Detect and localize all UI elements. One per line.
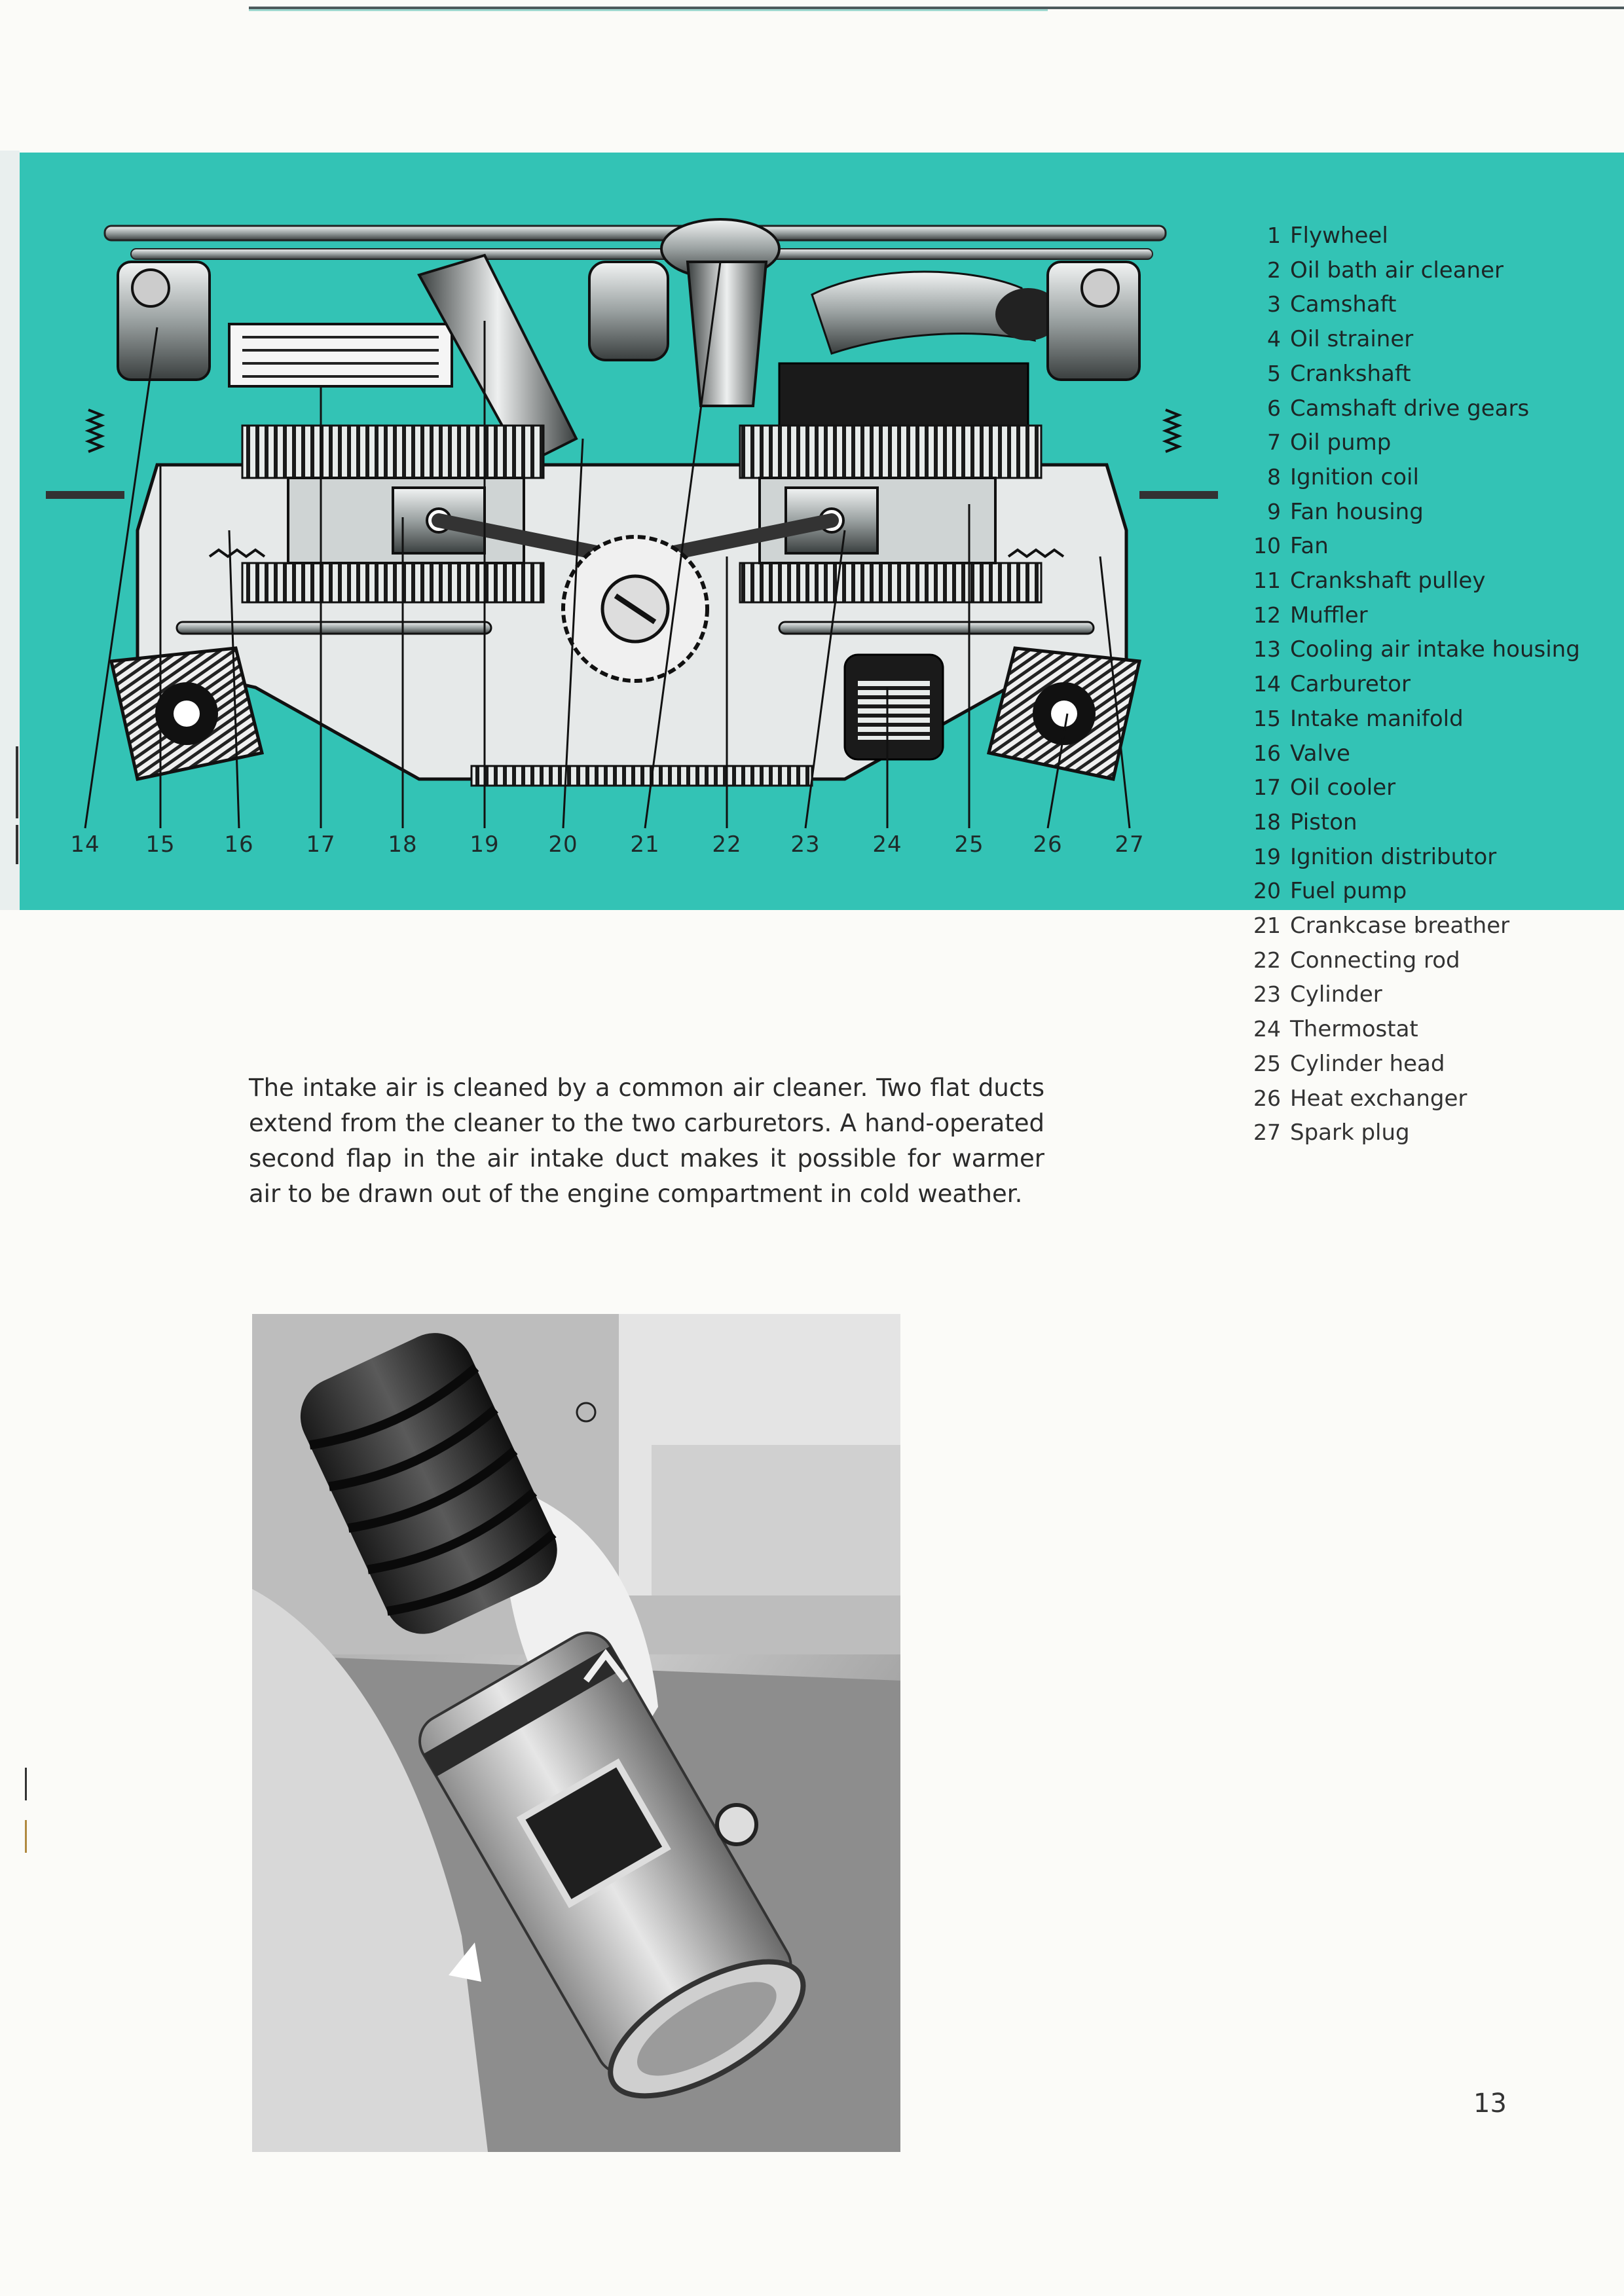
legend-item [1244, 1120, 1410, 1154]
callout-number: 16 [224, 831, 254, 858]
callout-number-row [26, 831, 1238, 871]
legend-number: 9 [1267, 498, 1281, 524]
legend-label: Flywheel [1290, 223, 1388, 249]
legend-item [1244, 740, 1350, 774]
carburetor-right-bowl [1082, 270, 1118, 306]
crankcase-breather [688, 262, 766, 406]
page-number: 13 [1473, 2088, 1507, 2119]
legend-number: 4 [1267, 326, 1281, 352]
legend-number: 3 [1267, 291, 1281, 318]
air-intake-duct-photo [252, 1314, 900, 2152]
legend-number: 2 [1267, 257, 1281, 283]
legend-label: Cylinder [1290, 981, 1382, 1008]
legend-number: 19 [1253, 843, 1281, 869]
flap-knob [717, 1805, 756, 1844]
legend-label: Oil pump [1290, 429, 1392, 456]
legend-number: 14 [1253, 671, 1281, 697]
legend-item [1244, 878, 1407, 912]
thermostat-bellows [858, 681, 930, 740]
legend-item [1244, 981, 1382, 1015]
callout-number: 17 [306, 831, 336, 858]
legend-label: Piston [1290, 809, 1357, 835]
legend-label: Carburetor [1290, 671, 1411, 698]
legend-item [1244, 533, 1329, 567]
legend-number: 13 [1253, 636, 1281, 663]
carburetor-left-bowl [132, 270, 169, 306]
callout-number: 24 [872, 831, 902, 858]
fuel-pump [589, 262, 668, 360]
legend-label: Oil cooler [1290, 774, 1396, 801]
legend-item [1244, 1016, 1418, 1050]
callout-number: 26 [1033, 831, 1063, 858]
legend-label: Connecting rod [1290, 947, 1460, 974]
binder-mark [16, 746, 18, 818]
legend-item [1244, 223, 1388, 257]
callout-number: 14 [70, 831, 100, 858]
legend-label: Cooling air intake housing [1290, 636, 1580, 663]
engine-cutaway-illustration [26, 190, 1238, 884]
callout-number: 23 [790, 831, 821, 858]
legend-number: 11 [1253, 568, 1281, 593]
callout-number: 20 [548, 831, 578, 858]
legend-item [1244, 257, 1504, 291]
cylinder-fins-left [242, 426, 544, 478]
legend-label: Oil bath air cleaner [1290, 257, 1504, 283]
legend-label: Ignition coil [1290, 464, 1419, 490]
callout-number: 27 [1115, 831, 1145, 858]
legend-item [1244, 602, 1368, 636]
sump-fins [471, 766, 812, 786]
legend-label: Oil strainer [1290, 326, 1414, 353]
legend-number: 23 [1253, 981, 1281, 1008]
push-rod-tube-right [779, 622, 1094, 634]
legend-item [1244, 706, 1464, 740]
legend-item [1244, 809, 1357, 843]
push-rod-tube-left [177, 622, 491, 634]
legend-number: 15 [1253, 705, 1281, 731]
legend-label: Heat exchanger [1290, 1085, 1467, 1112]
legend-item [1244, 464, 1419, 498]
legend-item [1244, 499, 1424, 533]
legend-label: Fuel pump [1290, 878, 1407, 905]
callout-number: 15 [145, 831, 175, 858]
legend-number: 24 [1253, 1016, 1281, 1042]
legend-number: 12 [1253, 602, 1281, 628]
heat-exchanger-left-bore [174, 701, 200, 727]
legend-item [1244, 636, 1580, 670]
legend-number: 20 [1253, 878, 1281, 904]
legend-item [1244, 774, 1395, 809]
legend-item [1244, 671, 1411, 705]
binder-mark [25, 1768, 27, 1800]
spring-right [1166, 410, 1179, 452]
left-bar [46, 491, 124, 499]
legend-item [1244, 844, 1496, 878]
legend-label: Crankshaft [1290, 360, 1411, 387]
legend-label: Camshaft [1290, 291, 1397, 318]
legend-label: Crankcase breather [1290, 913, 1510, 939]
air-intake-duct-photo-image [252, 1314, 900, 2152]
legend-number: 18 [1253, 809, 1281, 835]
legend-item [1244, 1051, 1445, 1085]
legend-item [1244, 947, 1460, 981]
cylinder-fins-right [740, 426, 1041, 478]
legend-number: 5 [1267, 360, 1281, 386]
legend-number: 1 [1267, 223, 1281, 248]
legend-number: 8 [1267, 464, 1281, 490]
legend-label: Fan housing [1290, 498, 1424, 525]
legend-label: Intake manifold [1290, 705, 1464, 732]
binder-mark [16, 825, 18, 864]
legend-label: Muffler [1290, 602, 1368, 629]
binder-mark [25, 1820, 27, 1853]
legend-number: 10 [1253, 533, 1281, 559]
callout-number: 21 [630, 831, 660, 858]
legend-item [1244, 361, 1411, 395]
legend-number: 16 [1253, 740, 1281, 766]
legend-item [1244, 291, 1397, 325]
right-bar [1139, 491, 1218, 499]
legend-label: Camshaft drive gears [1290, 395, 1530, 422]
legend-item [1244, 326, 1413, 360]
spring-left [88, 410, 101, 452]
legend-item [1244, 568, 1485, 602]
legend-number: 6 [1267, 395, 1281, 421]
legend-number: 7 [1267, 429, 1281, 456]
legend-number: 22 [1253, 947, 1281, 973]
callout-number: 19 [470, 831, 500, 858]
legend-number: 27 [1253, 1120, 1281, 1146]
legend-label: Crankshaft pulley [1290, 568, 1486, 594]
legend-item [1244, 1085, 1467, 1120]
legend-label: Fan [1290, 533, 1329, 560]
legend-label: Valve [1290, 740, 1350, 767]
legend-number: 26 [1253, 1085, 1281, 1111]
top-rule-accent [249, 9, 1048, 11]
callout-number: 22 [712, 831, 742, 858]
legend-label: Thermostat [1290, 1016, 1418, 1043]
screw [577, 1403, 595, 1421]
body-paragraph: The intake air is cleaned by a common air cleaner. Two flat ducts extend from the cleaner to the two carburetors. A hand-operated second flap in the air intake duct makes it possible for warmer air to be drawn out of the engine compartment in cold weather. [249, 1074, 1044, 1208]
legend-number: 21 [1253, 913, 1281, 938]
legend-number: 17 [1253, 774, 1281, 801]
legend-label: Spark plug [1290, 1120, 1410, 1146]
legend-item [1244, 395, 1529, 429]
upper-pipe [105, 226, 1166, 240]
lower-pipe [131, 249, 1153, 259]
heat-exchanger-right-bore [1051, 701, 1077, 727]
legend-item [1244, 913, 1509, 947]
callout-number: 25 [954, 831, 984, 858]
legend-label: Ignition distributor [1290, 843, 1497, 870]
cylinder-fins-right-lower [740, 563, 1041, 602]
callout-number: 18 [388, 831, 418, 858]
legend-number: 25 [1253, 1050, 1281, 1076]
legend-label: Cylinder head [1290, 1050, 1445, 1077]
cylinder-fins-left-lower [242, 563, 544, 602]
legend-item [1244, 429, 1391, 464]
